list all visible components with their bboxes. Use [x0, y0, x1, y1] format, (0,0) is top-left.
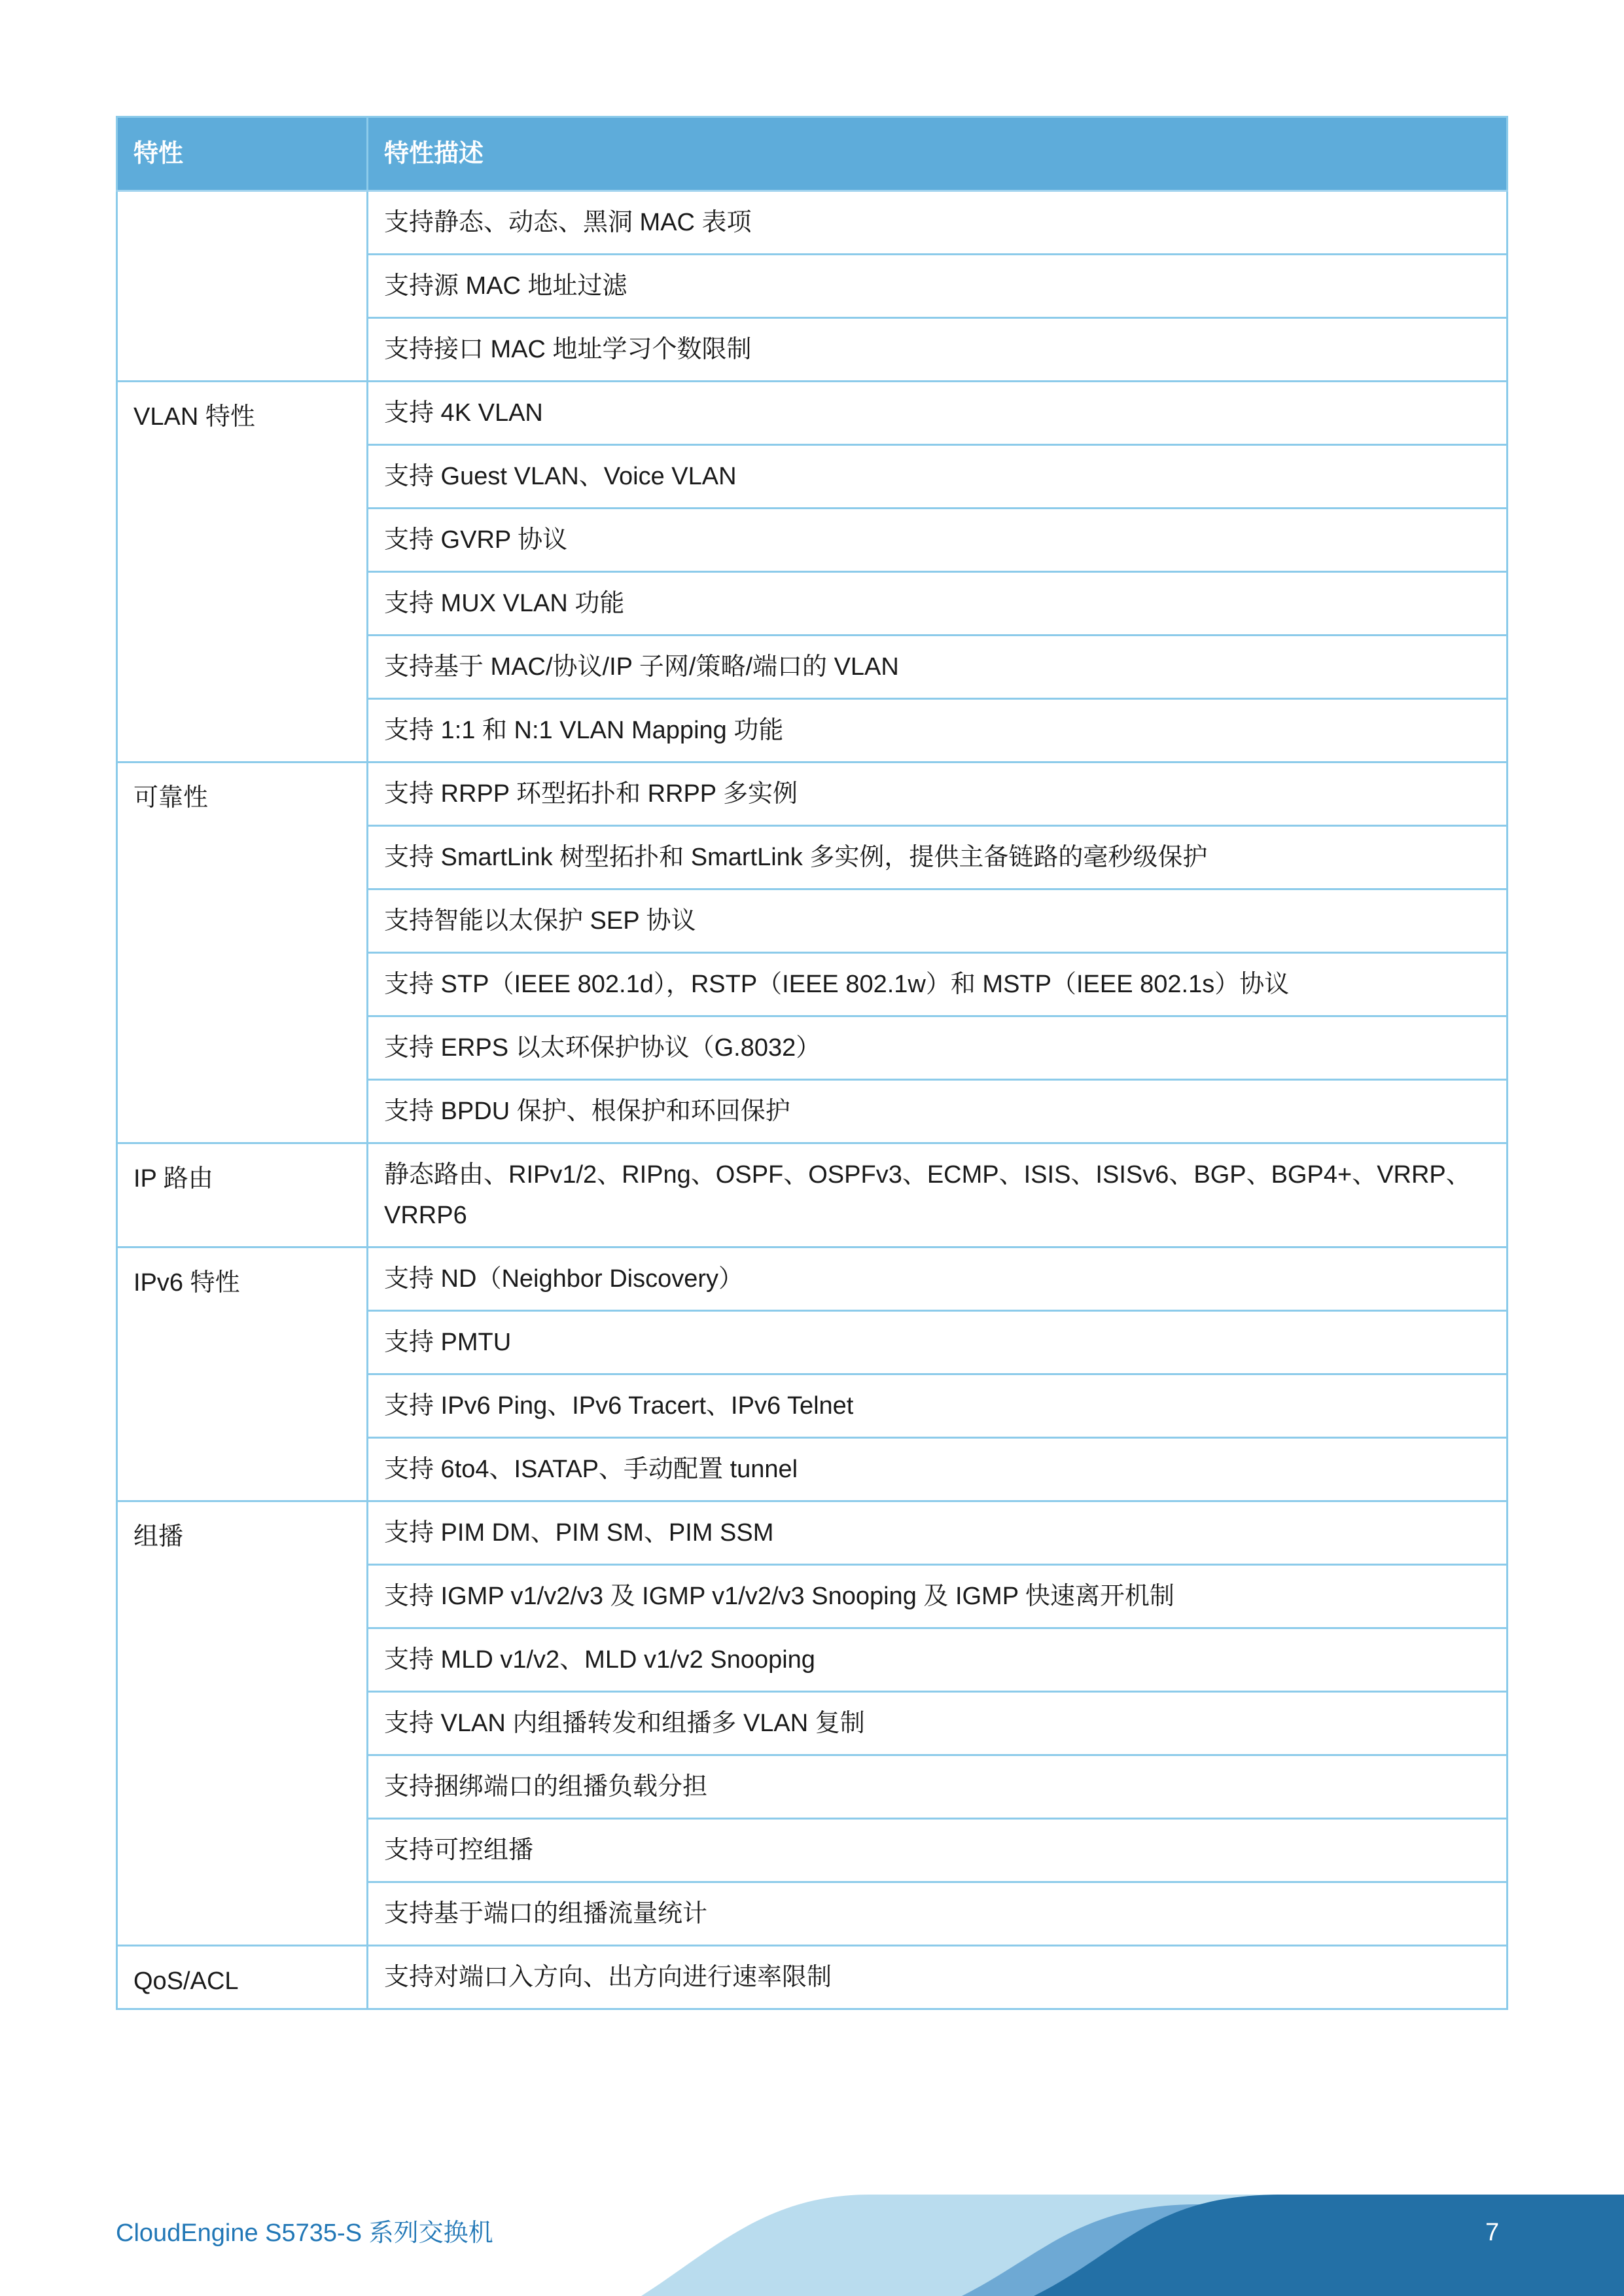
feature-description-cell: 支持 Guest VLAN、Voice VLAN: [368, 445, 1508, 509]
feature-description-cell: 支持 MLD v1/v2、MLD v1/v2 Snooping: [368, 1628, 1508, 1692]
table-row: [117, 1247, 1508, 1311]
feature-category-cell: IPv6 特性: [117, 1247, 368, 1501]
feature-description-cell: 支持 VLAN 内组播转发和组播多 VLAN 复制: [368, 1692, 1508, 1755]
table-row: [117, 191, 1508, 255]
feature-description-cell: 支持 1:1 和 N:1 VLAN Mapping 功能: [368, 699, 1508, 762]
page-number: 7: [1485, 2219, 1500, 2246]
table-row: [117, 1501, 1508, 1565]
feature-description-cell: 支持 GVRP 协议: [368, 509, 1508, 572]
feature-description-cell: 静态路由、RIPv1/2、RIPng、OSPF、OSPFv3、ECMP、ISIS、ISISv6、BGP、BGP4+、VRRP、VRRP6: [368, 1143, 1508, 1247]
feature-description-cell: 支持 4K VLAN: [368, 382, 1508, 445]
feature-description-cell: 支持 IPv6 Ping、IPv6 Tracert、IPv6 Telnet: [368, 1374, 1508, 1438]
feature-category-cell: [117, 191, 368, 382]
feature-description-cell: 支持 BPDU 保护、根保护和环回保护: [368, 1080, 1508, 1143]
feature-description-cell: 支持 STP（IEEE 802.1d），RSTP（IEEE 802.1w）和 MSTP（IEEE 802.1s）协议: [368, 953, 1508, 1016]
table-header-row: [117, 117, 1508, 191]
feature-category-cell: 可靠性: [117, 762, 368, 1143]
feature-description-cell: 支持对端口入方向、出方向进行速率限制: [368, 1946, 1508, 2009]
table-row: [117, 382, 1508, 445]
feature-description-cell: 支持 SmartLink 树型拓扑和 SmartLink 多实例，提供主备链路的毫秒级保护: [368, 826, 1508, 889]
feature-description-cell: 支持 PIM DM、PIM SM、PIM SSM: [368, 1501, 1508, 1565]
footer-product-title: CloudEngine S5735-S 系列交换机: [116, 2219, 493, 2247]
feature-category-cell: QoS/ACL: [117, 1946, 368, 2009]
feature-description-cell: 支持基于 MAC/协议/IP 子网/策略/端口的 VLAN: [368, 636, 1508, 699]
feature-spec-table: [116, 116, 1508, 2010]
table-row: [117, 1143, 1508, 1247]
feature-description-cell: 支持 MUX VLAN 功能: [368, 572, 1508, 636]
feature-description-cell: 支持 6to4、ISATAP、手动配置 tunnel: [368, 1438, 1508, 1501]
feature-description-cell: 支持可控组播: [368, 1819, 1508, 1882]
feature-description-cell: 支持 IGMP v1/v2/v3 及 IGMP v1/v2/v3 Snooping 及 IGMP 快速离开机制: [368, 1565, 1508, 1628]
header-feature-description: 特性描述: [368, 117, 1508, 191]
feature-description-cell: 支持接口 MAC 地址学习个数限制: [368, 318, 1508, 382]
table-row: [117, 1946, 1508, 2009]
feature-category-cell: IP 路由: [117, 1143, 368, 1247]
feature-description-cell: 支持源 MAC 地址过滤: [368, 255, 1508, 318]
feature-category-cell: 组播: [117, 1501, 368, 1946]
feature-description-cell: 支持 ND（Neighbor Discovery）: [368, 1247, 1508, 1311]
header-feature: 特性: [117, 117, 368, 191]
feature-description-cell: 支持智能以太保护 SEP 协议: [368, 889, 1508, 953]
table-body: [117, 191, 1508, 2009]
feature-description-cell: 支持 ERPS 以太环保护协议（G.8032）: [368, 1016, 1508, 1080]
feature-description-cell: 支持捆绑端口的组播负载分担: [368, 1755, 1508, 1819]
feature-description-cell: 支持基于端口的组播流量统计: [368, 1882, 1508, 1946]
feature-description-cell: 支持 PMTU: [368, 1311, 1508, 1374]
feature-description-cell: 支持静态、动态、黑洞 MAC 表项: [368, 191, 1508, 255]
feature-description-cell: 支持 RRPP 环型拓扑和 RRPP 多实例: [368, 762, 1508, 826]
feature-category-cell: VLAN 特性: [117, 382, 368, 762]
table-row: [117, 762, 1508, 826]
